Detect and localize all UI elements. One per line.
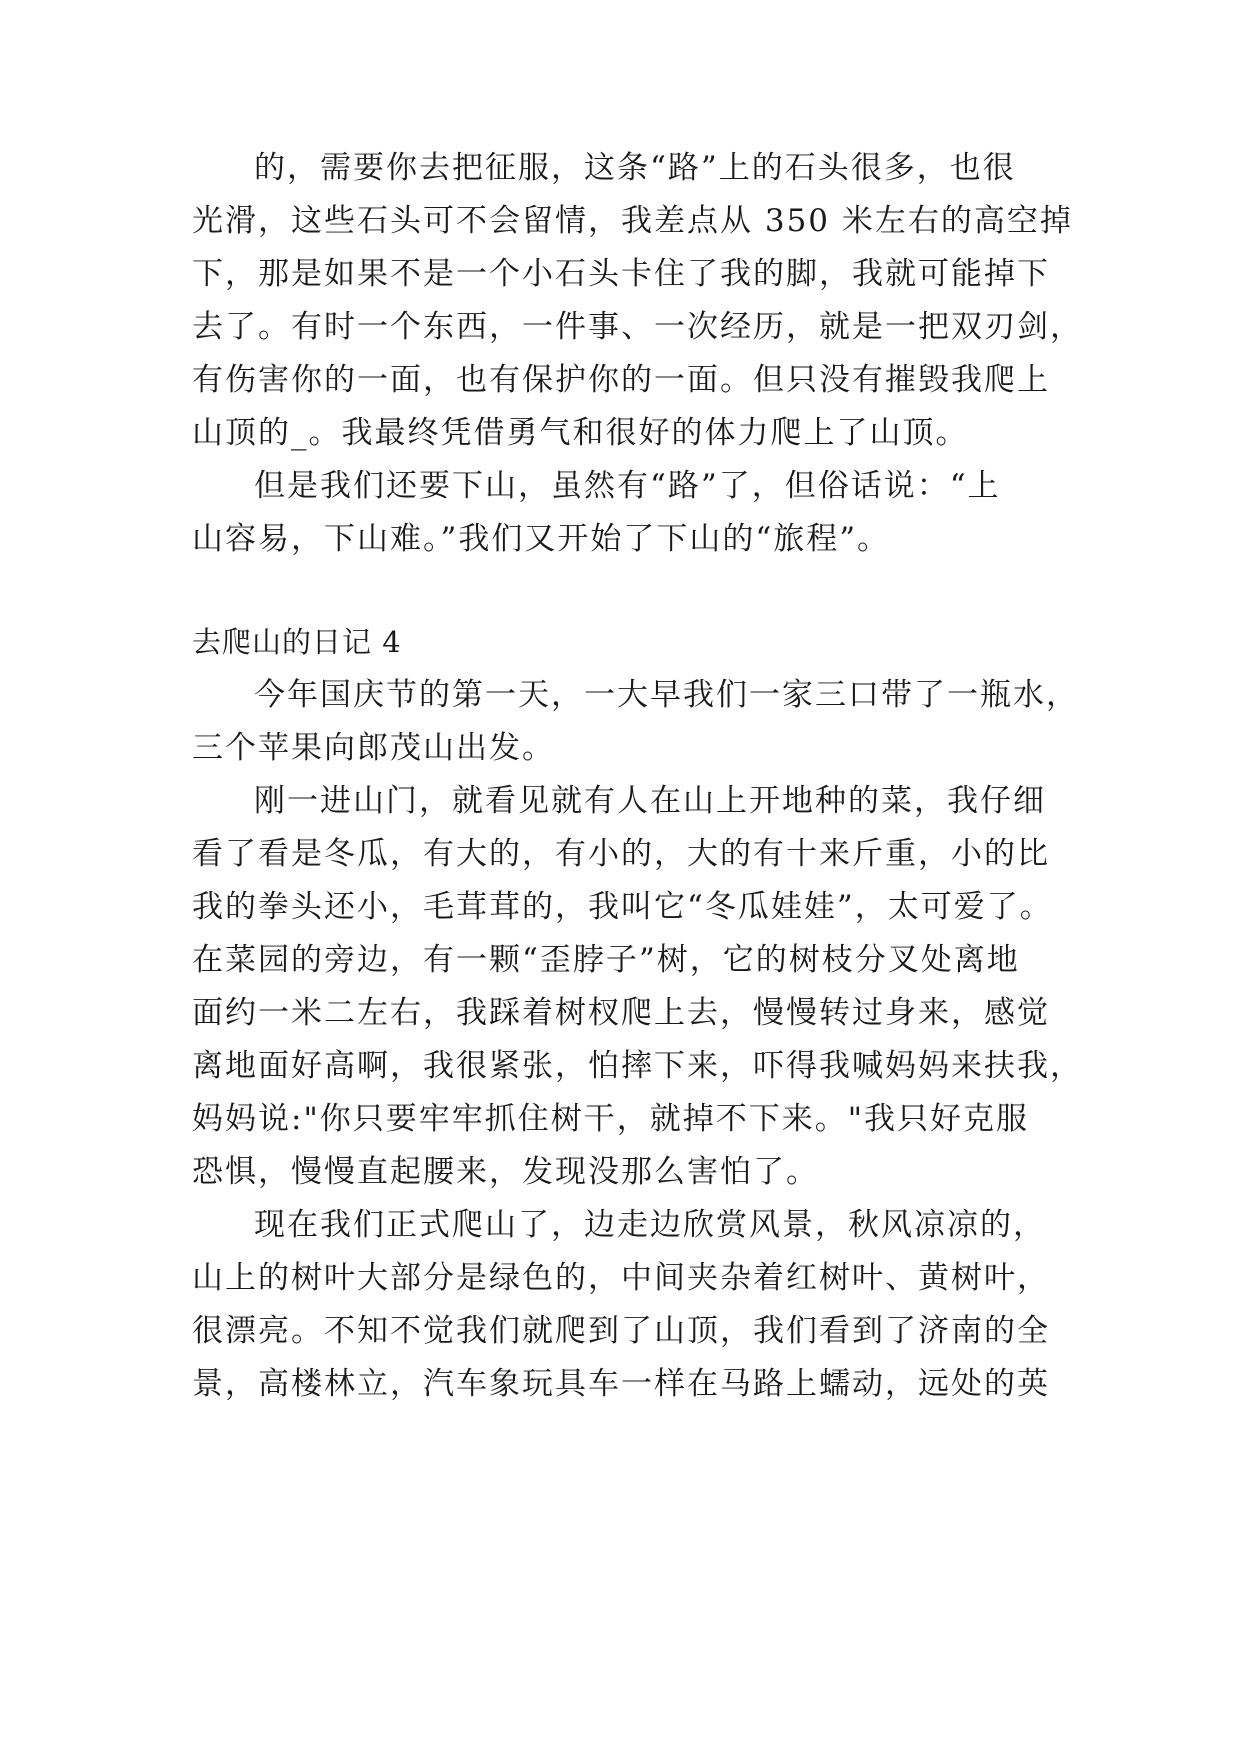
text-line: 光滑，这些石头可不会留情，我差点从 350 米左右的高空掉	[192, 203, 1073, 239]
text-line: 很漂亮。不知不觉我们就爬到了山顶，我们看到了济南的全	[192, 1313, 1050, 1349]
text-line: 去了。有时一个东西，一件事、一次经历，就是一把双刃剑，	[192, 309, 1083, 345]
text-line: 刚一进山门，就看见就有人在山上开地种的菜，我仔细	[254, 783, 1046, 819]
text-line: 有伤害你的一面，也有保护你的一面。但只没有摧毁我爬上	[192, 362, 1050, 398]
text-line: 的，需要你去把征服，这条“路”上的石头很多，也很	[254, 150, 1016, 186]
text-line: 我的拳头还小，毛茸茸的，我叫它“冬瓜娃娃”，太可爱了。	[192, 889, 1053, 925]
text-line: 景，高楼林立，汽车象玩具车一样在马路上蠕动，远处的英	[192, 1366, 1050, 1402]
text-line: 山容易，下山难。”我们又开始了下山的“旅程”。	[192, 521, 891, 557]
text-line: 在菜园的旁边，有一颗“歪脖子”树，它的树枝分叉处离地	[192, 942, 1020, 978]
text-line: 妈妈说:"你只要牢牢抓住树干，就掉不下来。"我只好克服	[192, 1101, 1029, 1137]
text-line: 恐惧，慢慢直起腰来，发现没那么害怕了。	[192, 1154, 819, 1190]
text-line: 离地面好高啊，我很紧张，怕摔下来，吓得我喊妈妈来扶我，	[192, 1048, 1083, 1084]
section-title: 去爬山的日记 4	[192, 625, 402, 659]
text-line: 看了看是冬瓜，有大的，有小的，大的有十来斤重，小的比	[192, 836, 1050, 872]
text-line: 面约一米二左右，我踩着树杈爬上去，慢慢转过身来，感觉	[192, 995, 1050, 1031]
text-line: 今年国庆节的第一天，一大早我们一家三口带了一瓶水，	[254, 677, 1079, 713]
text-line: 山上的树叶大部分是绿色的，中间夹杂着红树叶、黄树叶，	[192, 1260, 1050, 1296]
text-line: 三个苹果向郎茂山出发。	[192, 730, 555, 766]
text-line: 山顶的_。我最终凭借勇气和很好的体力爬上了山顶。	[192, 415, 969, 451]
text-line: 但是我们还要下山，虽然有“路”了，但俗话说：“上	[254, 468, 1001, 504]
text-line: 下，那是如果不是一个小石头卡住了我的脚，我就可能掉下	[192, 256, 1050, 292]
text-line: 现在我们正式爬山了，边走边欣赏风景，秋风凉凉的，	[254, 1207, 1046, 1243]
